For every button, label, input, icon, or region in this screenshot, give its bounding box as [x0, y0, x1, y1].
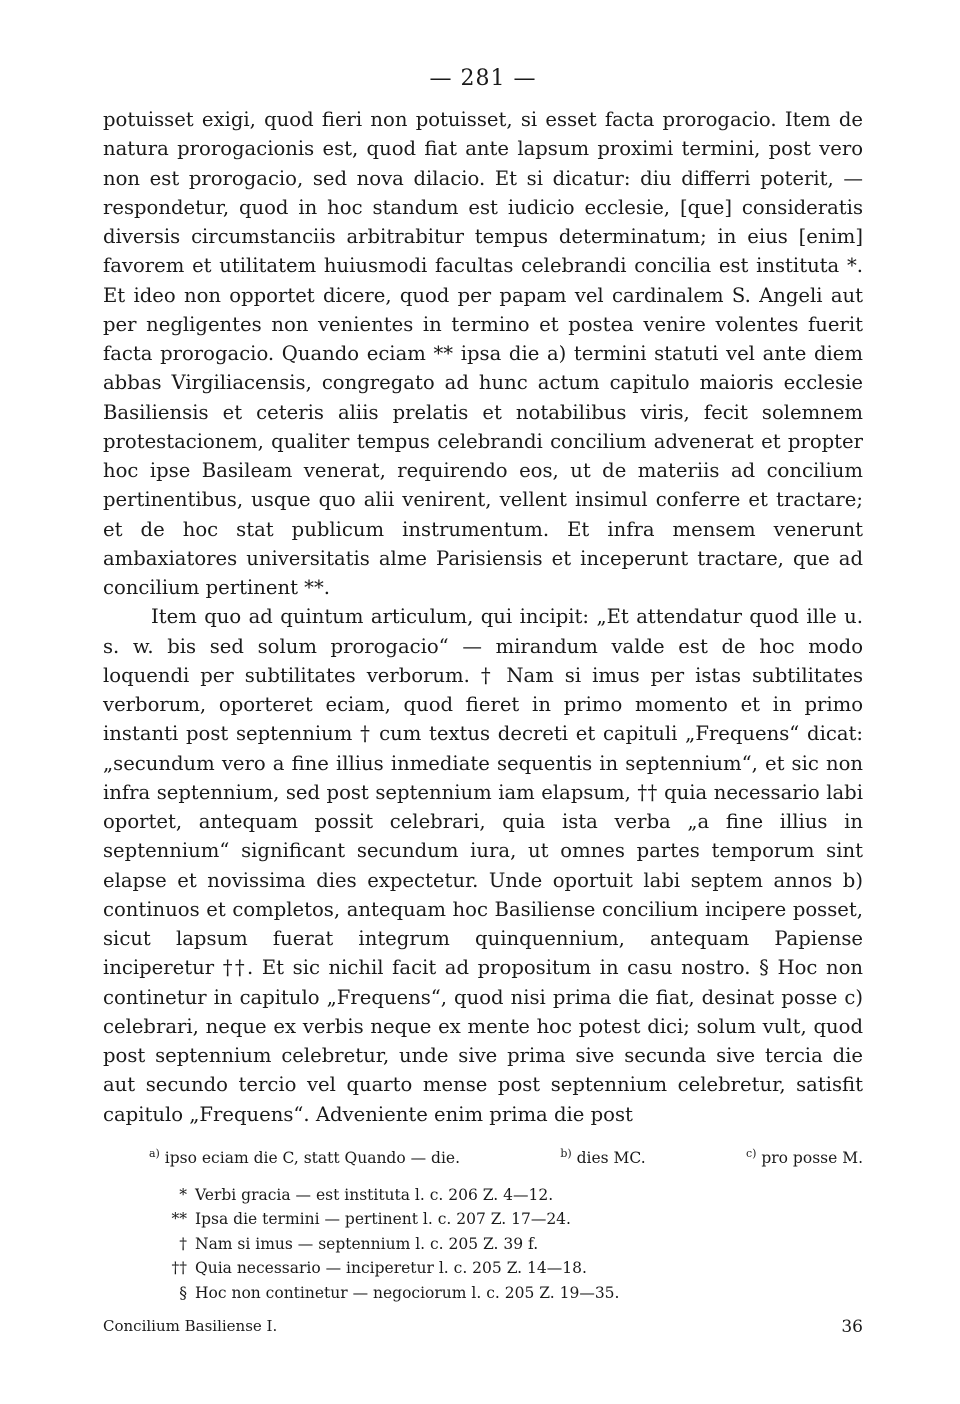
note-double-dagger: †† Quia necessario — inciperetur l. c. 205 Z. 14—18.	[171, 1259, 587, 1278]
note-dagger: † Nam si imus — septennium l. c. 205 Z. 39 f.	[179, 1234, 539, 1253]
sheet-number: 36	[841, 1317, 863, 1338]
page-number: — 281 —	[429, 66, 537, 91]
paragraph-2: Item quo ad quintum articulum, qui incipit: „Et attendatur quod ille u. s. w. bis sed solum prorogacio“ — mirandum valde est de hoc modo loquendi per subtilitates verborum. † Nam si imus per istas subtilitates verborum, oporteret eciam, quod fieret in primo momento et in primo instanti post septennium † cum textus decreti et capituli „Frequens“ dicat: „secundum vero a fine illius inmediate sequentis in septennium“, et sic non infra septennium, sed post septennium iam elapsum, †† quia necessario labi oportet, antequam possit celebrari, quia ista verba „a fine illius in septennium“ significant secundum iura, ut omnes partes temporum sint elapse et novissima dies expectetur. Unde oportuit labi septem annos b) continuos et completos, antequam hoc Basiliense concilium incipere posset, sicut lapsum fuerat integrum quinquennium, antequam Papiense inciperetur ††. Et sic nichil facit ad propositum in casu nostro. § Hoc non continetur in capitulo „Frequens“, quod nisi prima die fiat, desinat posse c) celebrari, neque ex verbis neque ex mente hoc potest dici; solum vult, quod post septennium celebretur, unde sive prima sive secunda sive tercia die aut secundo tercio vel quarto mense post septennium celebretur, satisfit capitulo „Frequens“. Adveniente enim prima die post	[103, 605, 863, 1126]
variant-b: $^{b)}$ dies MC.	[560, 1146, 646, 1167]
critical-apparatus	[103, 1146, 863, 1167]
note-double-star: ** Ipsa die termini — pertinent l. c. 207 Z. 17—24.	[171, 1210, 571, 1229]
source-notes	[103, 1183, 863, 1306]
paragraph-1: potuisset exigi, quod fieri non potuisset, si esset facta prorogacio. Item de natura prorogacionis est, quod fiat ante lapsum proximi termini, post vero non est prorogacio, sed nova dilacio. Et si dicatur: diu differri poterit, — respondetur, quod in hoc standum est iudicio ecclesie, [que] consideratis diversis circumstanciis arbitrabitur tempus determinatum; in eius [enim] favorem et utilitatem huiusmodi facultas celebrandi concilia est instituta *. Et ideo non opportet dicere, quod per papam vel cardinalem S. Angeli aut per negligentes non venientes in termino et postea venire volentes fuerit facta prorogacio. Quando eciam ** ipsa die a) termini statuti vel ante diem abbas Virgiliacensis, congregato ad hunc actum capitulo maioris ecclesie Basiliensis et ceteris aliis prelatis et notabilibus viris, fecit solemnem protestacionem, qualiter tempus celebrandi concilium advenerat et propter hoc ipse Basileam venerat, requirendo eos, ut de materiis ad concilium pertinentibus, usque quo alii venirent, vellent insimul conferre et tractare; et de hoc stat publicum instrumentum. Et infra mensem venerunt ambaxiatores universitatis alme Parisiensis et inceperunt tractare, que ad concilium pertinent **.	[103, 108, 863, 599]
page-footer	[103, 1317, 863, 1337]
note-star: * Verbi gracia — est instituta l. c. 206 Z. 4—12.	[179, 1185, 554, 1204]
document-page	[103, 66, 863, 1337]
note-section: § Hoc non continetur — negociorum l. c. 205 Z. 19—35.	[179, 1283, 620, 1302]
main-text	[103, 105, 863, 1129]
variant-c: $^{c)}$ pro posse M.	[745, 1146, 863, 1167]
variant-a: $^{a)}$ ipso eciam die C, statt Quando — die.	[149, 1146, 461, 1167]
signature-mark: Concilium Basiliense I.	[103, 1317, 278, 1336]
